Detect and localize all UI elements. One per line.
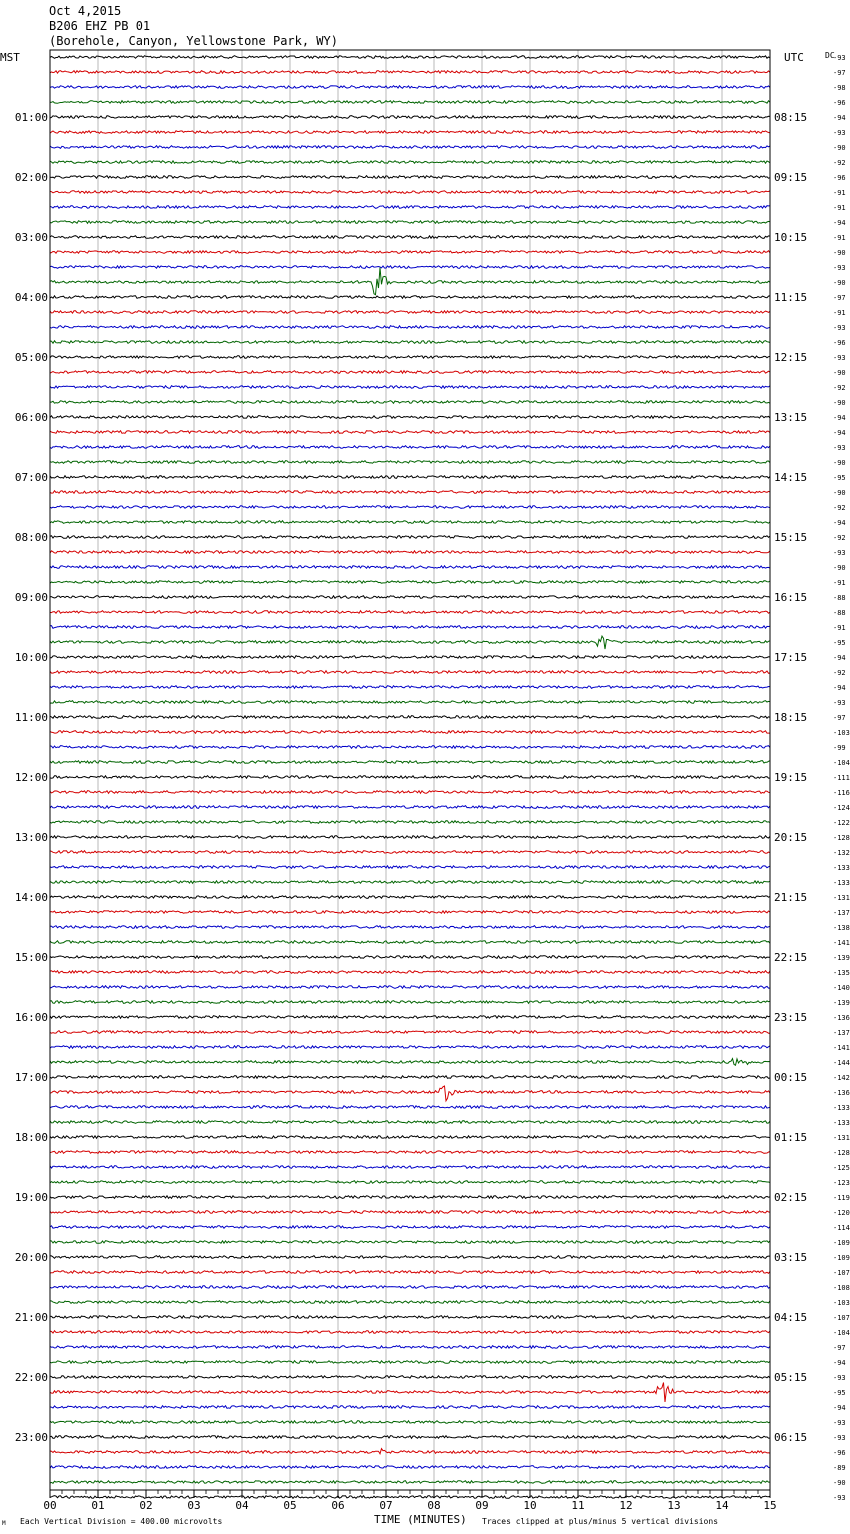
dc-offset-label: -136 bbox=[833, 1089, 850, 1097]
dc-offset-label: -94 bbox=[833, 1404, 846, 1412]
trace-line bbox=[50, 341, 770, 344]
dc-offset-label: -97 bbox=[833, 294, 846, 302]
trace-line bbox=[50, 1383, 770, 1402]
trace-line bbox=[50, 791, 770, 794]
dc-offset-label: -93 bbox=[833, 324, 846, 332]
trace-line bbox=[50, 1256, 770, 1259]
utc-hour-label: 04:15 bbox=[774, 1311, 808, 1324]
trace-line bbox=[50, 1376, 770, 1379]
trace-line bbox=[50, 1001, 770, 1004]
dc-offset-label: -90 bbox=[833, 399, 846, 407]
dc-offset-label: -108 bbox=[833, 1284, 850, 1292]
trace-line bbox=[50, 551, 770, 554]
trace-line bbox=[50, 1121, 770, 1124]
dc-offset-label: -93 bbox=[833, 354, 846, 362]
trace-group bbox=[50, 56, 770, 1499]
trace-line bbox=[50, 1196, 770, 1199]
trace-line bbox=[50, 296, 770, 299]
dc-offset-label: -88 bbox=[833, 609, 846, 617]
dc-offset-label: -103 bbox=[833, 1299, 850, 1307]
dc-offset-label: -93 bbox=[833, 699, 846, 707]
utc-hour-label: 23:15 bbox=[774, 1011, 808, 1024]
trace-line bbox=[50, 971, 770, 974]
mst-hour-label: 02:00 bbox=[14, 171, 48, 184]
trace-line bbox=[50, 836, 770, 839]
mst-hour-label: 10:00 bbox=[14, 651, 48, 664]
dc-offset-label: -90 bbox=[833, 1479, 846, 1487]
mst-hour-label: 17:00 bbox=[14, 1071, 48, 1084]
trace-line bbox=[50, 1181, 770, 1184]
trace-line bbox=[50, 476, 770, 479]
dc-offset-label: -96 bbox=[833, 99, 846, 107]
x-tick-label: 11 bbox=[571, 1499, 585, 1512]
mst-hour-label: 23:00 bbox=[14, 1431, 48, 1444]
dc-offset-label: -114 bbox=[833, 1224, 850, 1232]
dc-offset-label: -107 bbox=[833, 1269, 850, 1277]
utc-hour-label: 02:15 bbox=[774, 1191, 808, 1204]
mst-hour-label: 22:00 bbox=[14, 1371, 48, 1384]
trace-line bbox=[50, 1301, 770, 1304]
dc-offset-label: -94 bbox=[833, 684, 846, 692]
x-tick-label: 13 bbox=[667, 1499, 681, 1512]
trace-line bbox=[50, 266, 770, 269]
trace-line bbox=[50, 1136, 770, 1139]
trace-line bbox=[50, 986, 770, 989]
dc-offset-label: -128 bbox=[833, 834, 850, 842]
trace-line bbox=[50, 821, 770, 824]
trace-line bbox=[50, 371, 770, 374]
mst-hour-label: 05:00 bbox=[14, 351, 48, 364]
dc-offset-label: -94 bbox=[833, 519, 846, 527]
dc-offset-label: -94 bbox=[833, 414, 846, 422]
utc-hour-label: 05:15 bbox=[774, 1371, 808, 1384]
trace-line bbox=[50, 881, 770, 884]
x-tick-label: 09 bbox=[475, 1499, 489, 1512]
dc-offset-label: -94 bbox=[833, 114, 846, 122]
dc-offset-label: -93 bbox=[833, 1419, 846, 1427]
trace-line bbox=[50, 131, 770, 134]
dc-offset-label: -125 bbox=[833, 1164, 850, 1172]
label-group bbox=[15, 54, 850, 1512]
dc-offset-label: -94 bbox=[833, 654, 846, 662]
dc-offset-label: -93 bbox=[833, 129, 846, 137]
utc-hour-label: 17:15 bbox=[774, 651, 808, 664]
dc-offset-label: -133 bbox=[833, 1119, 850, 1127]
utc-hour-label: 13:15 bbox=[774, 411, 808, 424]
dc-offset-label: -90 bbox=[833, 144, 846, 152]
trace-line bbox=[50, 176, 770, 179]
utc-hour-label: 19:15 bbox=[774, 771, 808, 784]
dc-offset-label: -123 bbox=[833, 1179, 850, 1187]
dc-offset-label: -132 bbox=[833, 849, 850, 857]
dc-offset-label: -93 bbox=[833, 264, 846, 272]
mst-hour-label: 01:00 bbox=[14, 111, 48, 124]
dc-offset-label: -138 bbox=[833, 924, 850, 932]
mst-hour-label: 19:00 bbox=[14, 1191, 48, 1204]
dc-offset-label: -104 bbox=[833, 759, 850, 767]
scale-note: Each Vertical Division = 400.00 microvolts bbox=[20, 1517, 223, 1526]
trace-line bbox=[50, 1286, 770, 1289]
trace-line bbox=[50, 446, 770, 449]
trace-line bbox=[50, 221, 770, 224]
dc-offset-label: -96 bbox=[833, 1449, 846, 1457]
dc-offset-label: -90 bbox=[833, 369, 846, 377]
trace-line bbox=[50, 1406, 770, 1409]
dc-offset-label: -144 bbox=[833, 1059, 850, 1067]
trace-line bbox=[50, 1046, 770, 1049]
trace-line bbox=[50, 686, 770, 689]
mst-hour-label: 15:00 bbox=[14, 951, 48, 964]
dc-offset-label: -109 bbox=[833, 1254, 850, 1262]
dc-offset-label: -141 bbox=[833, 1044, 850, 1052]
trace-line bbox=[50, 776, 770, 779]
dc-offset-label: -91 bbox=[833, 189, 846, 197]
dc-offset-label: -128 bbox=[833, 1149, 850, 1157]
trace-line bbox=[50, 236, 770, 239]
dc-offset-label: -142 bbox=[833, 1074, 850, 1082]
dc-offset-label: -90 bbox=[833, 249, 846, 257]
dc-offset-label: -93 bbox=[833, 444, 846, 452]
trace-line bbox=[50, 761, 770, 764]
utc-hour-label: 03:15 bbox=[774, 1251, 808, 1264]
dc-offset-label: -93 bbox=[833, 54, 846, 62]
x-tick-label: 06 bbox=[331, 1499, 345, 1512]
trace-line bbox=[50, 611, 770, 614]
dc-offset-label: -95 bbox=[833, 474, 846, 482]
dc-offset-label: -91 bbox=[833, 204, 846, 212]
utc-hour-label: 11:15 bbox=[774, 291, 808, 304]
dc-offset-label: -91 bbox=[833, 624, 846, 632]
dc-offset-label: -96 bbox=[833, 339, 846, 347]
x-tick-label: 12 bbox=[619, 1499, 633, 1512]
trace-line bbox=[50, 1466, 770, 1469]
trace-line bbox=[50, 1106, 770, 1109]
dc-offset-label: -131 bbox=[833, 1134, 850, 1142]
utc-hour-label: 14:15 bbox=[774, 471, 808, 484]
dc-offset-label: -136 bbox=[833, 1014, 850, 1022]
x-tick-label: 05 bbox=[283, 1499, 297, 1512]
dc-offset-label: -116 bbox=[833, 789, 850, 797]
dc-offset-label: -140 bbox=[833, 984, 850, 992]
dc-offset-label: -95 bbox=[833, 1389, 846, 1397]
trace-line bbox=[50, 1166, 770, 1169]
dc-offset-label: -92 bbox=[833, 504, 846, 512]
trace-line bbox=[50, 71, 770, 74]
mst-label: MST bbox=[0, 51, 20, 64]
trace-line bbox=[50, 101, 770, 104]
utc-hour-label: 08:15 bbox=[774, 111, 808, 124]
utc-hour-label: 01:15 bbox=[774, 1131, 808, 1144]
trace-line bbox=[50, 191, 770, 194]
mst-hour-label: 18:00 bbox=[14, 1131, 48, 1144]
utc-hour-label: 18:15 bbox=[774, 711, 808, 724]
trace-line bbox=[50, 1086, 770, 1101]
header-date: Oct 4,2015 bbox=[49, 4, 122, 18]
trace-line bbox=[50, 656, 770, 659]
trace-line bbox=[50, 1271, 770, 1274]
trace-line bbox=[50, 896, 770, 899]
trace-line bbox=[50, 671, 770, 674]
x-tick-label: 15 bbox=[763, 1499, 777, 1512]
mst-hour-label: 08:00 bbox=[14, 531, 48, 544]
dc-offset-label: -133 bbox=[833, 864, 850, 872]
trace-line bbox=[50, 851, 770, 854]
mst-hour-label: 03:00 bbox=[14, 231, 48, 244]
trace-line bbox=[50, 491, 770, 494]
dc-offset-label: -133 bbox=[833, 879, 850, 887]
dc-offset-label: -95 bbox=[833, 639, 846, 647]
trace-line bbox=[50, 356, 770, 359]
dc-offset-label: -109 bbox=[833, 1239, 850, 1247]
dc-offset-label: -111 bbox=[833, 774, 850, 782]
trace-line bbox=[50, 536, 770, 539]
trace-line bbox=[50, 146, 770, 149]
trace-line bbox=[50, 1076, 770, 1079]
trace-line bbox=[50, 1481, 770, 1484]
trace-line bbox=[50, 866, 770, 869]
trace-line bbox=[50, 401, 770, 404]
x-tick-label: 00 bbox=[43, 1499, 57, 1512]
mst-hour-label: 06:00 bbox=[14, 411, 48, 424]
dc-offset-label: -103 bbox=[833, 729, 850, 737]
trace-line bbox=[50, 1496, 770, 1499]
utc-hour-label: 00:15 bbox=[774, 1071, 808, 1084]
trace-line bbox=[50, 56, 770, 59]
mst-hour-label: 20:00 bbox=[14, 1251, 48, 1264]
trace-line bbox=[50, 956, 770, 959]
dc-offset-label: -89 bbox=[833, 1464, 846, 1472]
x-axis-title: TIME (MINUTES) bbox=[374, 1513, 467, 1526]
trace-line bbox=[50, 1421, 770, 1424]
trace-line bbox=[50, 716, 770, 719]
trace-line bbox=[50, 746, 770, 749]
trace-line bbox=[50, 1449, 770, 1454]
utc-hour-label: 22:15 bbox=[774, 951, 808, 964]
trace-line bbox=[50, 268, 770, 295]
utc-hour-label: 10:15 bbox=[774, 231, 808, 244]
dc-offset-label: -133 bbox=[833, 1104, 850, 1112]
dc-offset-label: -139 bbox=[833, 999, 850, 1007]
trace-line bbox=[50, 86, 770, 89]
x-tick-label: 03 bbox=[187, 1499, 201, 1512]
mst-hour-label: 16:00 bbox=[14, 1011, 48, 1024]
x-tick-label: 14 bbox=[715, 1499, 729, 1512]
dc-offset-label: -90 bbox=[833, 564, 846, 572]
dc-offset-label: -91 bbox=[833, 309, 846, 317]
dc-offset-label: -124 bbox=[833, 804, 850, 812]
trace-line bbox=[50, 1016, 770, 1019]
trace-line bbox=[50, 1436, 770, 1439]
trace-line bbox=[50, 1361, 770, 1364]
header-location: (Borehole, Canyon, Yellowstone Park, WY) bbox=[49, 34, 338, 48]
dc-offset-label: -137 bbox=[833, 909, 850, 917]
trace-line bbox=[50, 1226, 770, 1229]
dc-offset-label: -135 bbox=[833, 969, 850, 977]
dc-offset-label: -97 bbox=[833, 69, 846, 77]
dc-offset-label: -131 bbox=[833, 894, 850, 902]
dc-offset-label: -94 bbox=[833, 219, 846, 227]
trace-line bbox=[50, 1059, 770, 1066]
trace-line bbox=[50, 636, 770, 649]
x-tick-label: 08 bbox=[427, 1499, 441, 1512]
trace-line bbox=[50, 1151, 770, 1154]
trace-line bbox=[50, 731, 770, 734]
trace-line bbox=[50, 1031, 770, 1034]
mst-hour-label: 11:00 bbox=[14, 711, 48, 724]
trace-line bbox=[50, 431, 770, 434]
dc-offset-label: -93 bbox=[833, 1494, 846, 1502]
trace-line bbox=[50, 116, 770, 119]
dc-offset-label: -91 bbox=[833, 579, 846, 587]
dc-offset-label: -96 bbox=[833, 174, 846, 182]
mst-hour-label: 09:00 bbox=[14, 591, 48, 604]
utc-hour-label: 21:15 bbox=[774, 891, 808, 904]
trace-line bbox=[50, 326, 770, 329]
trace-line bbox=[50, 911, 770, 914]
mst-hour-label: 07:00 bbox=[14, 471, 48, 484]
dc-offset-label: -92 bbox=[833, 534, 846, 542]
dc-offset-label: -137 bbox=[833, 1029, 850, 1037]
x-tick-label: 02 bbox=[139, 1499, 153, 1512]
dc-offset-label: -88 bbox=[833, 594, 846, 602]
trace-line bbox=[50, 581, 770, 584]
utc-hour-label: 12:15 bbox=[774, 351, 808, 364]
dc-offset-label: -107 bbox=[833, 1314, 850, 1322]
x-tick-label: 04 bbox=[235, 1499, 249, 1512]
mst-hour-label: 04:00 bbox=[14, 291, 48, 304]
dc-offset-label: -94 bbox=[833, 429, 846, 437]
x-tick-label: 10 bbox=[523, 1499, 537, 1512]
dc-offset-label: -92 bbox=[833, 384, 846, 392]
utc-hour-label: 20:15 bbox=[774, 831, 808, 844]
trace-line bbox=[50, 701, 770, 704]
dc-offset-label: -94 bbox=[833, 1359, 846, 1367]
trace-line bbox=[50, 1331, 770, 1334]
dc-offset-label: -119 bbox=[833, 1194, 850, 1202]
header-station: B206 EHZ PB 01 bbox=[49, 19, 151, 33]
dc-offset-label: -90 bbox=[833, 489, 846, 497]
utc-hour-label: 06:15 bbox=[774, 1431, 808, 1444]
dc-offset-label: -97 bbox=[833, 1344, 846, 1352]
utc-hour-label: 15:15 bbox=[774, 531, 808, 544]
utc-label: UTC bbox=[784, 51, 804, 64]
trace-line bbox=[50, 626, 770, 629]
utc-hour-label: 16:15 bbox=[774, 591, 808, 604]
trace-line bbox=[50, 926, 770, 929]
trace-line bbox=[50, 1346, 770, 1349]
dc-offset-label: -92 bbox=[833, 669, 846, 677]
trace-line bbox=[50, 941, 770, 944]
trace-line bbox=[50, 161, 770, 164]
dc-offset-label: -91 bbox=[833, 234, 846, 242]
dc-offset-label: -98 bbox=[833, 84, 846, 92]
dc-label: DC bbox=[825, 51, 835, 60]
trace-line bbox=[50, 1211, 770, 1214]
trace-line bbox=[50, 806, 770, 809]
mst-hour-label: 12:00 bbox=[14, 771, 48, 784]
trace-line bbox=[50, 1316, 770, 1319]
trace-line bbox=[50, 506, 770, 509]
mst-hour-label: 21:00 bbox=[14, 1311, 48, 1324]
trace-line bbox=[50, 311, 770, 314]
trace-line bbox=[50, 596, 770, 599]
trace-line bbox=[50, 386, 770, 389]
x-tick-label: 07 bbox=[379, 1499, 393, 1512]
trace-line bbox=[50, 461, 770, 464]
dc-offset-label: -93 bbox=[833, 1374, 846, 1382]
dc-offset-label: -90 bbox=[833, 279, 846, 287]
utc-hour-label: 09:15 bbox=[774, 171, 808, 184]
dc-offset-label: -141 bbox=[833, 939, 850, 947]
dc-offset-label: -104 bbox=[833, 1329, 850, 1337]
clip-note: Traces clipped at plus/minus 5 vertical divisions bbox=[482, 1517, 719, 1526]
dc-offset-label: -93 bbox=[833, 1434, 846, 1442]
dc-offset-label: -122 bbox=[833, 819, 850, 827]
trace-line bbox=[50, 251, 770, 254]
dc-offset-label: -90 bbox=[833, 459, 846, 467]
trace-line bbox=[50, 1241, 770, 1244]
x-tick-label: 01 bbox=[91, 1499, 105, 1512]
dc-offset-label: -139 bbox=[833, 954, 850, 962]
trace-line bbox=[50, 566, 770, 569]
mst-hour-label: 14:00 bbox=[14, 891, 48, 904]
dc-offset-label: -92 bbox=[833, 159, 846, 167]
dc-offset-label: -120 bbox=[833, 1209, 850, 1217]
dc-offset-label: -93 bbox=[833, 549, 846, 557]
trace-line bbox=[50, 416, 770, 419]
mst-hour-label: 13:00 bbox=[14, 831, 48, 844]
dc-offset-label: -97 bbox=[833, 714, 846, 722]
corner-mark: M bbox=[2, 1520, 6, 1527]
dc-offset-label: -99 bbox=[833, 744, 846, 752]
trace-line bbox=[50, 521, 770, 524]
trace-line bbox=[50, 206, 770, 209]
